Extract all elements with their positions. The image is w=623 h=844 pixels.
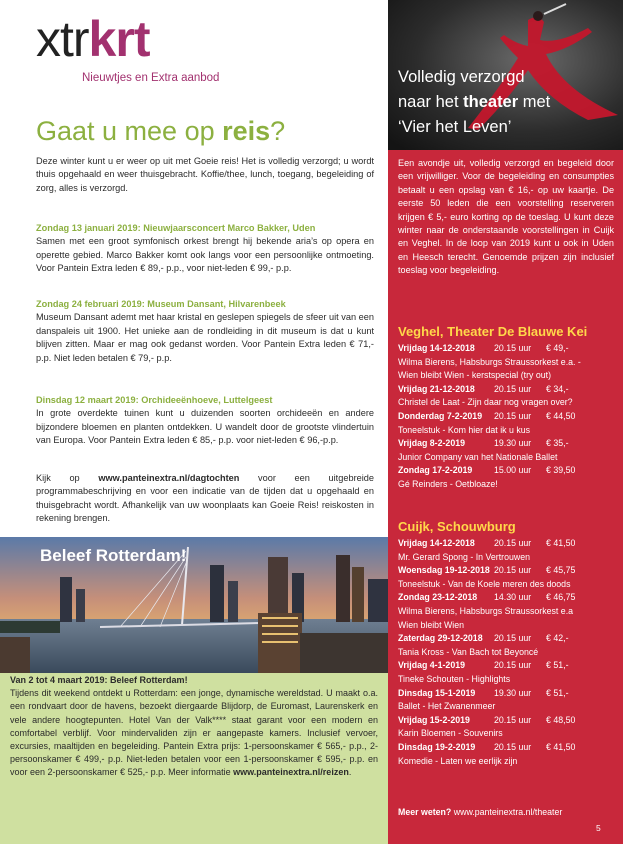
closing-before: Kijk op — [36, 473, 99, 483]
show-date: Dinsdag 19-2-2019 — [398, 741, 476, 752]
trip-text: Samen met een groot symfonisch orkest brengt hij bekende aria’s op opera en operette gebied. Marco Bakker komt ook langs voor een persoonlijke ontmoeting. Voor Pantein Extra leden € 89,- p.p., voor niet-leden € 99,- p.p. — [36, 236, 374, 274]
show-price: € 42,- — [546, 633, 569, 644]
show-row — [398, 410, 618, 424]
show-date: Vrijdag 15-2-2019 — [398, 714, 470, 725]
show-row — [398, 342, 618, 356]
intro-paragraph: Deze winter kunt u er weer op uit met Goeie reis! Het is volledig verzorgd; u wordt thuis opgehaald en weer thuisgebracht. Koffie/thee, lunch, toegang, begeleiding of zorg, alles is verzorgd. — [36, 156, 374, 193]
show-desc: Wien bleibt Wien — [398, 619, 465, 630]
trip-2 — [36, 298, 374, 365]
show-row — [398, 714, 618, 728]
trip-heading: Dinsdag 12 maart 2019: Orchideeënhoeve, Luttelgeest — [36, 395, 273, 405]
dagtochten-link[interactable]: www.panteinextra.nl/dagtochten — [98, 473, 240, 483]
theater-intro: Een avondje uit, volledig verzorgd en begeleid door een vrijwilliger. Voor de begeleiding en consumpties betaalt u een opslag van € 16,- op uw kaartje. De eerste 50 leden die een voorstelling reserveren krijgen € 5,- euro korting op de toeslag. U kunt deze winter naar de onderstaande voorstellingen in Cuijk en Veghel. In de loop van 2019 kunt u ook in Uden en Heesch terecht. Genoemde prijzen zijn inclusief toeslag voor begeleiding. — [398, 158, 614, 276]
show-price: € 49,- — [546, 343, 569, 353]
show-price: € 48,50 — [546, 714, 576, 725]
show-date: Vrijdag 21-12-2018 — [398, 383, 475, 394]
show-date: Vrijdag 4-1-2019 — [398, 660, 465, 671]
show-row — [398, 591, 618, 605]
show-price: € 51,- — [546, 660, 569, 671]
show-desc: Komedie - Laten we eerlijk zijn — [398, 755, 518, 766]
show-date: Zondag 17-2-2019 — [398, 465, 473, 476]
title-part-1: Gaat u mee op — [36, 116, 223, 146]
show-row — [398, 464, 618, 478]
trip-1 — [36, 222, 374, 276]
theater-column — [388, 0, 623, 844]
show-date: Vrijdag 8-2-2019 — [398, 438, 465, 449]
show-price: € 41,50 — [546, 741, 576, 752]
logo-subtitle: Nieuwtjes en Extra aanbod — [82, 72, 220, 84]
venue-cuijk: Cuijk, Schouwburg — [398, 519, 516, 534]
show-desc: Junior Company van het Nationale Ballet — [398, 451, 558, 462]
rotterdam-heading: Van 2 tot 4 maart 2019: Beleef Rotterdam! — [10, 675, 188, 685]
show-date: Vrijdag 14-12-2018 — [398, 343, 475, 353]
show-time: 14.30 uur — [494, 592, 532, 603]
closing-paragraph — [36, 472, 374, 526]
logo-part-krt: krt — [88, 11, 150, 67]
show-date: Zaterdag 29-12-2018 — [398, 633, 483, 644]
theater-footer — [398, 807, 562, 817]
title-part-2: reis — [222, 116, 271, 146]
show-row — [398, 659, 618, 673]
rotterdam-body: Tijdens dit weekend ontdekt u Rotterdam: een jonge, dynamische wereldstad. U maakt o.a. een rondvaart door de havens, bezoekt diergaarde Blijdorp, de Euromast, Laurenskerk en vele andere hoogtepunten. Hotel Van der Valk**** staat garant voor een modern en comfortabel verblijf. Voor mindervaliden zijn er aangepaste kamers. Inclusief vervoer, excursies, maaltijden en begeleiding. Pantein Extra prijs: 1-persoonskamer € 565,- p.p., 2-persoonskamer € 499,- p.p. Niet-leden betalen voor een 1-persoonskamer € 595,- p.p. en voor een 2-persoonskamer € 525,- p.p. Meer informatie — [10, 688, 378, 778]
show-desc: Toneelstuk - Kom hier dat ik u kus — [398, 424, 531, 435]
logo-part-xtr: xtr — [36, 11, 89, 67]
show-time: 19.30 uur — [494, 687, 532, 698]
show-price: € 39,50 — [546, 465, 576, 476]
show-row — [398, 537, 618, 551]
caption-line-1: Volledig verzorgd — [398, 68, 525, 86]
trip-text: Museum Dansant ademt met haar kristal en geslepen spiegels de sfeer uit van een danspaleis uit 1900. Het unieke aan de rondleiding in dit museum is dat u kunt blijven zitten. Maar er mag ook gedanst worden. Voor Pantein Extra leden € 71,- p.p. Niet leden betalen € 79,- p.p. — [36, 312, 374, 363]
closing-after: voor een uitgebreide programmabeschrijving en voor een indicatie van de tijden dat u opgehaald en thuisgebracht wordt. Afhankelijk van uw woonplaats kan Goeie Reis! reiskosten in rekening brengen. — [36, 473, 374, 524]
show-date: Zondag 23-12-2018 — [398, 592, 478, 603]
show-row — [398, 687, 618, 701]
venue-veghel: Veghel, Theater De Blauwe Kei — [398, 324, 588, 339]
show-row — [398, 383, 618, 397]
show-desc: Tineke Schouten - Highlights — [398, 673, 511, 684]
trip-3 — [36, 394, 374, 448]
show-price: € 51,- — [546, 687, 569, 698]
show-price: € 45,75 — [546, 565, 576, 576]
show-row — [398, 741, 618, 755]
cuijk-show-list — [398, 537, 618, 768]
show-time: 20.15 uur — [494, 410, 532, 421]
trip-heading: Zondag 24 februari 2019: Museum Dansant, Hilvarenbeek — [36, 299, 286, 309]
theater-caption — [398, 65, 620, 140]
veghel-show-list — [398, 342, 618, 492]
caption-line-2 — [398, 90, 620, 115]
show-row — [398, 564, 618, 578]
rotterdam-end: . — [348, 767, 352, 778]
caption-2a: naar het — [398, 93, 464, 111]
show-desc: Wilma Bierens, Habsburgs Straussorkest e.a. - — [398, 356, 581, 367]
trip-heading: Zondag 13 januari 2019: Nieuwjaarsconcert Marco Bakker, Uden — [36, 223, 316, 233]
footer-label: Meer weten? — [398, 807, 452, 817]
show-time: 20.15 uur — [494, 565, 532, 576]
show-desc: Gé Reinders - Oetbloaze! — [398, 478, 498, 489]
show-time: 20.15 uur — [494, 343, 532, 353]
caption-2c: met — [518, 93, 551, 111]
caption-line-3: ‘Vier het Leven’ — [398, 118, 512, 136]
show-row — [398, 437, 618, 451]
show-price: € 44,50 — [546, 410, 576, 421]
show-desc: Toneelstuk - Van de Koele meren des doods — [398, 578, 571, 589]
show-date: Woensdag 19-12-2018 — [398, 565, 490, 576]
page-number: 5 — [596, 823, 601, 833]
page-title — [36, 116, 285, 147]
xtrkrt-logo — [36, 11, 150, 67]
show-row — [398, 632, 618, 646]
caption-2b: theater — [463, 93, 519, 111]
show-time: 20.15 uur — [494, 538, 532, 548]
theater-link[interactable]: www.panteinextra.nl/theater — [451, 807, 563, 817]
show-time: 20.15 uur — [494, 633, 532, 644]
show-date: Vrijdag 14-12-2018 — [398, 538, 475, 548]
title-part-3: ? — [270, 116, 286, 146]
show-time: 15.00 uur — [494, 465, 532, 476]
show-desc: Ballet - Het Zwanenmeer — [398, 701, 496, 712]
show-price: € 34,- — [546, 383, 569, 394]
show-time: 20.15 uur — [494, 383, 532, 394]
show-price: € 46,75 — [546, 592, 576, 603]
show-desc: Wien bleibt Wien - kerstspecial (try out) — [398, 370, 552, 381]
show-time: 20.15 uur — [494, 660, 532, 671]
show-time: 20.15 uur — [494, 741, 532, 752]
rotterdam-text — [10, 674, 378, 780]
show-price: € 41,50 — [546, 538, 576, 548]
show-date: Dinsdag 15-1-2019 — [398, 687, 476, 698]
show-time: 19.30 uur — [494, 438, 532, 449]
show-desc: Wilma Bierens, Habsburgs Straussorkest e.a — [398, 605, 574, 616]
show-desc: Tania Kross - Van Bach tot Beyoncé — [398, 646, 539, 657]
rotterdam-title: Beleef Rotterdam! — [40, 546, 187, 565]
show-desc: Mr. Gerard Spong - In Vertrouwen — [398, 551, 531, 562]
show-desc: Christel de Laat - Zijn daar nog vragen over? — [398, 397, 573, 408]
show-time: 20.15 uur — [494, 714, 532, 725]
trip-text: In grote overdekte tuinen kunt u duizenden soorten orchideeën en andere bijzondere bloemen en planten ontdekken. U wandelt door de grootste vlindertuin van Europa. Voor Pantein Extra leden € 85,- p.p. voor niet-leden € 96,-p.p. — [36, 408, 374, 446]
reizen-link[interactable]: www.panteinextra.nl/reizen — [233, 767, 349, 778]
show-date: Donderdag 7-2-2019 — [398, 410, 483, 421]
show-price: € 35,- — [546, 438, 569, 449]
show-desc: Karin Bloemen - Souvenirs — [398, 728, 503, 739]
